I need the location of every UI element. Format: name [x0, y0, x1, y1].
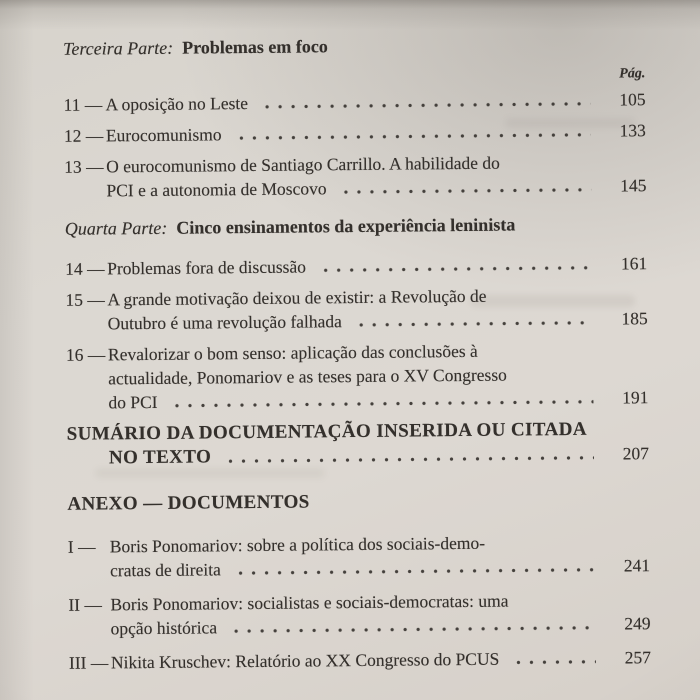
entry-number: 16 —: [65, 344, 106, 365]
entry-title: Revalorizar o bom senso: aplicação das conclusões à: [107, 340, 478, 365]
part-label: Quarta Parte:: [64, 217, 168, 239]
entry-page-number: 241: [623, 555, 651, 576]
part-title: Cinco ensinamentos da experiência leninista: [176, 214, 516, 238]
sumario-title-line1: SUMÁRIO DA DOCUMENTAÇÃO INSERIDA OU CITADA: [66, 418, 587, 445]
entry-number: 14 —: [65, 258, 105, 279]
part-heading-terceira: [63, 31, 645, 61]
entry-title: Eurocomunismo: [105, 124, 222, 146]
dot-leader: [167, 386, 596, 414]
entry-page-number: 161: [620, 253, 648, 274]
sumario-section: [67, 417, 649, 471]
entry-page-number: 249: [624, 613, 651, 634]
entry-page-number: 185: [621, 308, 648, 329]
entry-page-number: 145: [620, 175, 647, 196]
dot-leader: [509, 646, 599, 671]
entry-title-continuation: opção histórica: [110, 617, 218, 639]
toc-entry: [65, 251, 647, 281]
entry-number: 12 —: [63, 125, 104, 146]
toc-entry: [69, 645, 651, 675]
entry-page-number: 133: [619, 120, 646, 141]
toc-entry: [66, 337, 649, 415]
page-column-label: Pág.: [619, 66, 646, 82]
toc-entry: [65, 282, 647, 336]
entry-title-continuation: cratas de direita: [109, 559, 221, 581]
entry-number: 11 —: [63, 94, 103, 115]
entry-title: Nikita Kruschev: Relatório ao XX Congresso do PCUS: [110, 648, 500, 673]
entry-number: I —: [67, 536, 96, 557]
anexo-heading: ANEXO — DOCUMENTOS: [67, 491, 310, 515]
dot-leader: [258, 88, 594, 115]
entry-title: A grande motivação deixou de existir: a Revolução de: [107, 285, 487, 310]
entry-number: 15 —: [65, 289, 105, 310]
entry-title-continuation: PCI e a autonomia de Moscovo: [106, 178, 327, 201]
entry-number: 13 —: [64, 156, 104, 177]
entry-page-number: 105: [619, 89, 646, 110]
toc-entry: [64, 149, 646, 203]
entry-title: O eurocomunismo de Santiago Carrillo. A habilidade do: [106, 152, 500, 177]
toc-entry: [64, 118, 646, 148]
toc-entry: [68, 587, 650, 641]
entry-page-number: 191: [622, 387, 649, 408]
entry-title: Boris Ponomariov: socialistas e sociais-democratas: uma: [110, 590, 509, 615]
toc-entry: [63, 87, 645, 117]
toc-entry: [68, 529, 650, 583]
dot-leader: [221, 442, 597, 470]
entry-title-continuation: do PCI: [108, 391, 158, 413]
entry-title: A oposição no Leste: [105, 93, 249, 115]
entry-title: Boris Ponomariov: sobre a política dos sociais-demo-: [109, 532, 486, 557]
table-of-contents: [63, 25, 651, 685]
part-heading-quarta: [65, 211, 647, 241]
entry-title: Problemas fora de discussão: [107, 256, 307, 279]
entry-page-number: 257: [624, 647, 652, 668]
sumario-title-line2: NO TEXTO: [108, 446, 212, 469]
dot-leader: [316, 252, 595, 279]
entry-number: II —: [68, 594, 103, 615]
entry-number: III —: [68, 652, 109, 673]
dot-leader: [336, 174, 594, 200]
part-title: Problemas em foco: [182, 36, 328, 58]
dot-leader: [231, 119, 594, 146]
part-label: Terceira Parte:: [62, 37, 174, 59]
dot-leader: [231, 554, 598, 582]
entry-title-continuation: actualidade, Ponomariov e as teses para o XV Congresso: [108, 364, 507, 389]
entry-title-continuation: Outubro é uma revolução falhada: [107, 311, 342, 334]
dot-leader: [227, 612, 599, 640]
dot-leader: [352, 307, 596, 333]
entry-page-number: 207: [622, 443, 650, 464]
